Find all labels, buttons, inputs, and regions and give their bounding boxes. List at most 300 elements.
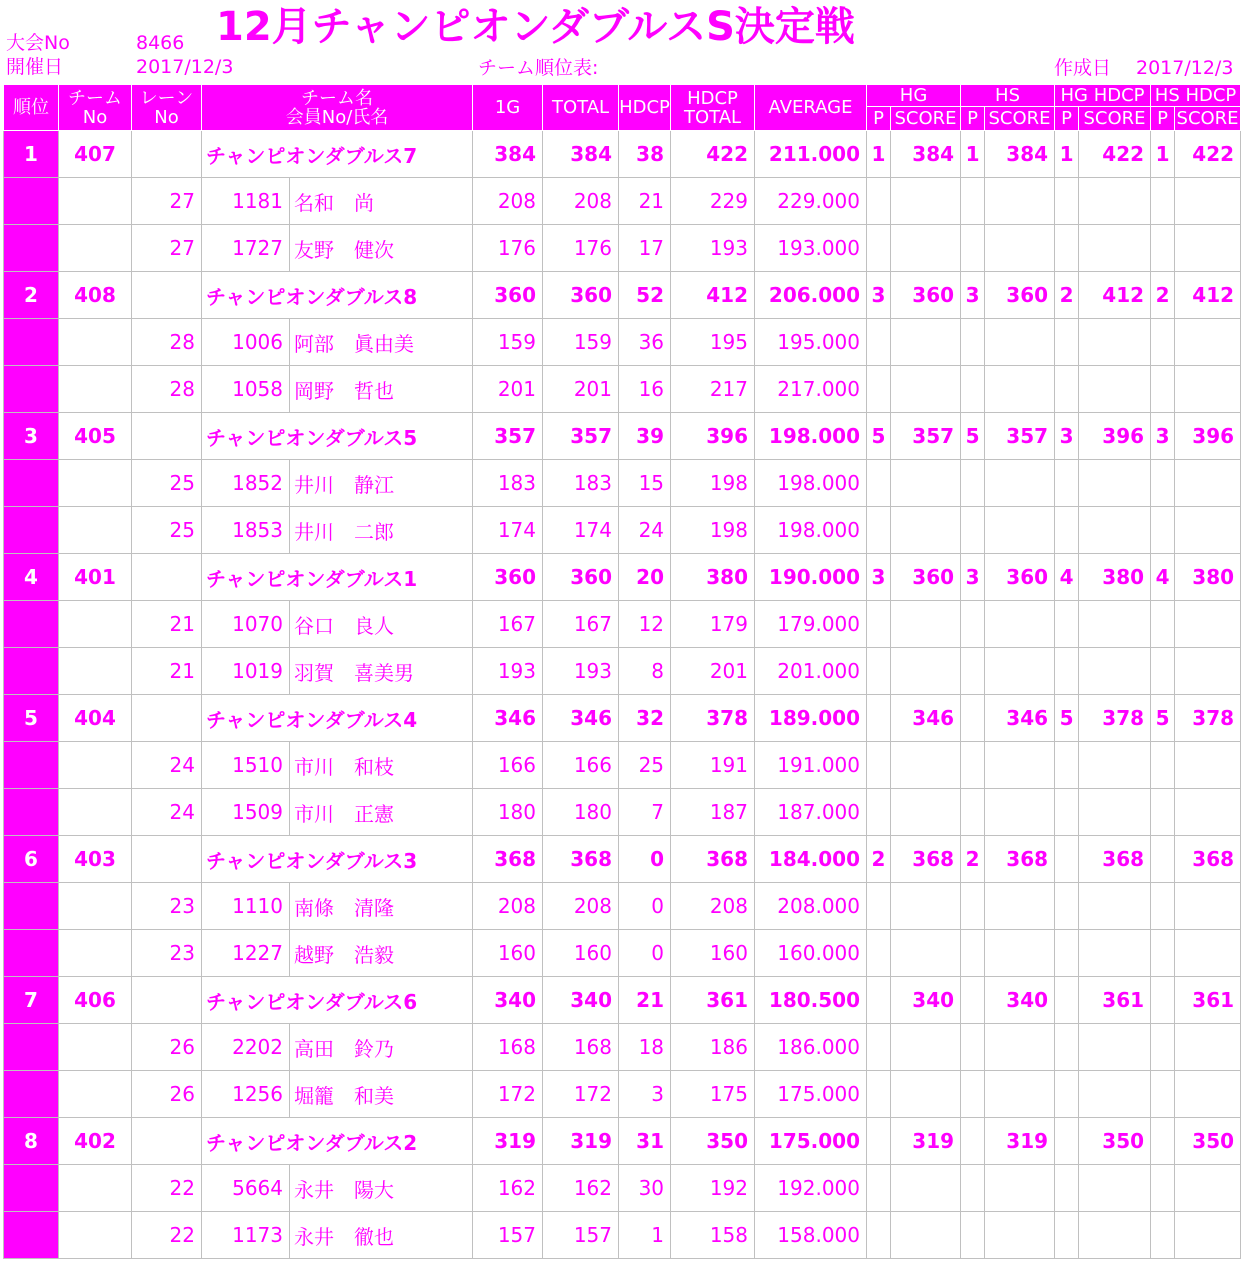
empty-cell [985,601,1055,648]
empty-cell [867,1212,891,1259]
team-no-cell [59,1212,132,1259]
team-no-cell: 405 [59,413,132,460]
empty-cell [1055,1071,1079,1118]
empty-cell [1175,1024,1241,1071]
col-hg-score: SCORE [891,107,961,131]
team-row [4,1118,1241,1165]
hdcp-cell: 20 [619,554,671,601]
total-cell: 208 [543,883,619,930]
hdcp-cell: 8 [619,648,671,695]
hgh-score-cell: 350 [1079,1118,1151,1165]
member-no-cell: 2202 [202,1024,290,1071]
hgh-p-cell: 4 [1055,554,1079,601]
g1-cell: 160 [473,930,543,977]
empty-cell [961,883,985,930]
hdcp-total-cell: 208 [671,883,755,930]
hgh-score-cell: 422 [1079,131,1151,178]
hsh-score-cell: 412 [1175,272,1241,319]
member-no-cell: 1110 [202,883,290,930]
empty-cell [1079,1165,1151,1212]
member-no-cell: 1853 [202,507,290,554]
hgh-p-cell: 2 [1055,272,1079,319]
total-cell: 357 [543,413,619,460]
empty-cell [1055,1212,1079,1259]
g1-cell: 174 [473,507,543,554]
member-row [4,742,1241,789]
team-no-cell: 402 [59,1118,132,1165]
empty-cell [1055,601,1079,648]
lane-cell [132,836,202,883]
team-name-cell: チャンピオンダブルス1 [202,554,473,601]
hdcp-cell: 52 [619,272,671,319]
average-cell: 180.500 [755,977,867,1024]
col-hdcp-total: HDCP TOTAL [671,85,755,131]
hdcp-total-cell: 422 [671,131,755,178]
hg-p-cell: 2 [867,836,891,883]
rank-cell: 7 [4,977,59,1024]
lane-cell: 22 [132,1212,202,1259]
empty-cell [961,648,985,695]
hdcp-total-cell: 368 [671,836,755,883]
hs-score-cell: 340 [985,977,1055,1024]
hgh-p-cell [1055,1118,1079,1165]
empty-cell [985,742,1055,789]
total-cell: 162 [543,1165,619,1212]
total-cell: 160 [543,930,619,977]
table-header [4,85,1241,131]
total-cell: 166 [543,742,619,789]
total-cell: 368 [543,836,619,883]
lane-cell [132,272,202,319]
member-name-cell: 南條 清隆 [290,883,473,930]
empty-cell [985,319,1055,366]
empty-cell [1175,1165,1241,1212]
empty-cell [1151,178,1175,225]
hs-score-cell: 360 [985,272,1055,319]
member-name-cell: 谷口 良人 [290,601,473,648]
hdcp-total-cell: 229 [671,178,755,225]
member-name-cell: 越野 浩毅 [290,930,473,977]
member-name-cell: 永井 徹也 [290,1212,473,1259]
hdcp-total-cell: 186 [671,1024,755,1071]
col-hg: HG [867,85,961,107]
empty-cell [985,1024,1055,1071]
g1-cell: 166 [473,742,543,789]
empty-cell [961,507,985,554]
col-lane-no: レーン No [132,85,202,131]
total-cell: 159 [543,319,619,366]
hdcp-cell: 16 [619,366,671,413]
hs-p-cell: 2 [961,836,985,883]
empty-cell [961,1165,985,1212]
lane-cell [132,554,202,601]
team-no-cell [59,366,132,413]
team-no-cell: 404 [59,695,132,742]
hg-p-cell [867,695,891,742]
hdcp-cell: 32 [619,695,671,742]
team-name-cell: チャンピオンダブルス5 [202,413,473,460]
empty-cell [867,1165,891,1212]
team-name-cell: チャンピオンダブルス8 [202,272,473,319]
average-cell: 206.000 [755,272,867,319]
team-no-cell [59,1165,132,1212]
hg-score-cell: 346 [891,695,961,742]
empty-cell [891,366,961,413]
member-name-cell: 井川 静江 [290,460,473,507]
col-hg-p: P [867,107,891,131]
empty-cell [867,883,891,930]
total-cell: 168 [543,1024,619,1071]
rank-cell: 3 [4,413,59,460]
col-hs-p: P [961,107,985,131]
empty-cell [1079,178,1151,225]
total-cell: 157 [543,1212,619,1259]
average-cell: 198.000 [755,460,867,507]
empty-cell [867,1024,891,1071]
hgh-p-cell [1055,836,1079,883]
total-cell: 167 [543,601,619,648]
empty-cell [1079,225,1151,272]
empty-cell [1079,883,1151,930]
col-hg-hdcp: HG HDCP [1055,85,1151,107]
lane-cell: 27 [132,225,202,272]
empty-cell [1175,1071,1241,1118]
team-name-cell: チャンピオンダブルス2 [202,1118,473,1165]
empty-cell [1055,507,1079,554]
team-row [4,695,1241,742]
hs-p-cell: 1 [961,131,985,178]
empty-cell [1175,319,1241,366]
hg-score-cell: 368 [891,836,961,883]
hsh-p-cell: 4 [1151,554,1175,601]
member-no-cell: 5664 [202,1165,290,1212]
hdcp-cell: 15 [619,460,671,507]
empty-cell [985,225,1055,272]
total-cell: 183 [543,460,619,507]
hdcp-cell: 31 [619,1118,671,1165]
hdcp-total-cell: 187 [671,789,755,836]
empty-cell [1055,178,1079,225]
team-row [4,131,1241,178]
rank-cell: 5 [4,695,59,742]
team-no-cell: 406 [59,977,132,1024]
empty-cell [961,789,985,836]
empty-cell [1079,1071,1151,1118]
empty-cell [961,366,985,413]
empty-cell [1079,1212,1151,1259]
average-cell: 201.000 [755,648,867,695]
event-date: 2017/12/3 [136,56,234,78]
empty-cell [1175,601,1241,648]
hsh-p-cell: 3 [1151,413,1175,460]
lane-cell: 23 [132,930,202,977]
g1-cell: 208 [473,178,543,225]
total-cell: 360 [543,554,619,601]
empty-cell [1175,648,1241,695]
hg-p-cell [867,977,891,1024]
empty-cell [891,930,961,977]
average-cell: 187.000 [755,789,867,836]
hdcp-total-cell: 396 [671,413,755,460]
empty-cell [867,1071,891,1118]
team-no-cell [59,930,132,977]
member-name-cell: 市川 和枝 [290,742,473,789]
hdcp-cell: 0 [619,883,671,930]
hs-score-cell: 384 [985,131,1055,178]
created-label: 作成日 [1054,57,1112,79]
total-cell: 193 [543,648,619,695]
total-cell: 172 [543,1071,619,1118]
tournament-no-label: 大会No [6,32,70,54]
col-hs-hdcp: HS HDCP [1151,85,1241,107]
total-cell: 176 [543,225,619,272]
member-name-cell: 堀籠 和美 [290,1071,473,1118]
team-row [4,272,1241,319]
g1-cell: 368 [473,836,543,883]
member-row [4,1165,1241,1212]
hdcp-cell: 0 [619,836,671,883]
hg-score-cell: 340 [891,977,961,1024]
member-no-cell: 1256 [202,1071,290,1118]
rank-cell [4,742,59,789]
empty-cell [1151,507,1175,554]
hg-score-cell: 319 [891,1118,961,1165]
team-name-cell: チャンピオンダブルス4 [202,695,473,742]
rank-cell [4,1024,59,1071]
g1-cell: 162 [473,1165,543,1212]
team-no-cell [59,460,132,507]
g1-cell: 193 [473,648,543,695]
team-no-cell [59,789,132,836]
team-name-cell: チャンピオンダブルス7 [202,131,473,178]
empty-cell [1151,1071,1175,1118]
rank-cell [4,648,59,695]
hdcp-cell: 7 [619,789,671,836]
empty-cell [985,1071,1055,1118]
member-no-cell: 1852 [202,460,290,507]
hsh-p-cell [1151,1118,1175,1165]
empty-cell [961,930,985,977]
team-no-cell: 403 [59,836,132,883]
empty-cell [867,366,891,413]
col-hsh-p: P [1151,107,1175,131]
empty-cell [891,319,961,366]
rank-cell [4,883,59,930]
empty-cell [1055,648,1079,695]
rank-cell [4,507,59,554]
standings-table [3,84,1241,1259]
empty-cell [985,789,1055,836]
hsh-score-cell: 422 [1175,131,1241,178]
hs-p-cell [961,1118,985,1165]
member-name-cell: 岡野 哲也 [290,366,473,413]
average-cell: 193.000 [755,225,867,272]
average-cell: 160.000 [755,930,867,977]
team-no-cell: 407 [59,131,132,178]
member-no-cell: 1058 [202,366,290,413]
empty-cell [1079,648,1151,695]
empty-cell [1175,460,1241,507]
lane-cell: 23 [132,883,202,930]
hdcp-cell: 12 [619,601,671,648]
col-total: TOTAL [543,85,619,131]
empty-cell [961,460,985,507]
empty-cell [891,601,961,648]
empty-cell [1055,319,1079,366]
total-cell: 201 [543,366,619,413]
g1-cell: 176 [473,225,543,272]
average-cell: 179.000 [755,601,867,648]
average-cell: 190.000 [755,554,867,601]
hsh-p-cell: 5 [1151,695,1175,742]
lane-cell: 24 [132,742,202,789]
empty-cell [1151,648,1175,695]
empty-cell [1151,883,1175,930]
hg-p-cell: 5 [867,413,891,460]
empty-cell [867,601,891,648]
col-team-no: チーム No [59,85,132,131]
average-cell: 198.000 [755,507,867,554]
hdcp-total-cell: 193 [671,225,755,272]
empty-cell [1079,930,1151,977]
g1-cell: 167 [473,601,543,648]
hdcp-total-cell: 158 [671,1212,755,1259]
hdcp-cell: 0 [619,930,671,977]
empty-cell [1175,225,1241,272]
lane-cell: 27 [132,178,202,225]
empty-cell [985,507,1055,554]
hgh-score-cell: 396 [1079,413,1151,460]
total-cell: 384 [543,131,619,178]
total-cell: 180 [543,789,619,836]
rank-cell [4,930,59,977]
hg-score-cell: 384 [891,131,961,178]
member-row [4,930,1241,977]
hs-score-cell: 360 [985,554,1055,601]
team-no-cell [59,601,132,648]
team-no-cell [59,883,132,930]
member-row [4,460,1241,507]
hs-score-cell: 346 [985,695,1055,742]
team-no-cell [59,225,132,272]
empty-cell [1079,507,1151,554]
hg-score-cell: 360 [891,272,961,319]
empty-cell [1151,1165,1175,1212]
hsh-score-cell: 380 [1175,554,1241,601]
empty-cell [1055,366,1079,413]
member-name-cell: 羽賀 喜美男 [290,648,473,695]
member-no-cell: 1510 [202,742,290,789]
empty-cell [891,742,961,789]
empty-cell [961,178,985,225]
team-no-cell [59,1024,132,1071]
hdcp-cell: 21 [619,178,671,225]
empty-cell [1175,507,1241,554]
member-row [4,1024,1241,1071]
empty-cell [867,319,891,366]
rank-cell [4,319,59,366]
empty-cell [1151,930,1175,977]
empty-cell [867,789,891,836]
member-row [4,366,1241,413]
hdcp-total-cell: 217 [671,366,755,413]
lane-cell [132,977,202,1024]
team-no-cell: 401 [59,554,132,601]
empty-cell [985,930,1055,977]
empty-cell [891,178,961,225]
member-no-cell: 1019 [202,648,290,695]
hdcp-cell: 21 [619,977,671,1024]
team-no-cell [59,648,132,695]
empty-cell [1151,1212,1175,1259]
empty-cell [1055,1024,1079,1071]
lane-cell: 28 [132,366,202,413]
empty-cell [1079,601,1151,648]
hdcp-total-cell: 198 [671,507,755,554]
lane-cell: 21 [132,601,202,648]
lane-cell: 25 [132,460,202,507]
g1-cell: 208 [473,883,543,930]
g1-cell: 319 [473,1118,543,1165]
member-row [4,601,1241,648]
member-no-cell: 1227 [202,930,290,977]
table-body [4,131,1241,1259]
empty-cell [867,507,891,554]
created-date: 2017/12/3 [1136,57,1234,79]
hsh-score-cell: 361 [1175,977,1241,1024]
hdcp-total-cell: 350 [671,1118,755,1165]
col-rank: 順位 [4,85,59,131]
rank-cell [4,601,59,648]
hdcp-cell: 18 [619,1024,671,1071]
col-name: チーム名 会員No/氏名 [202,85,473,131]
hsh-score-cell: 378 [1175,695,1241,742]
hdcp-cell: 38 [619,131,671,178]
hdcp-total-cell: 361 [671,977,755,1024]
member-row [4,1071,1241,1118]
member-no-cell: 1727 [202,225,290,272]
empty-cell [1055,742,1079,789]
empty-cell [985,460,1055,507]
col-hsh-score: SCORE [1176,108,1239,129]
empty-cell [867,460,891,507]
empty-cell [891,648,961,695]
hsh-score-cell: 350 [1175,1118,1241,1165]
hs-p-cell: 5 [961,413,985,460]
total-cell: 174 [543,507,619,554]
empty-cell [1151,366,1175,413]
empty-cell [1055,883,1079,930]
empty-cell [961,319,985,366]
hs-score-cell: 357 [985,413,1055,460]
lane-cell: 24 [132,789,202,836]
hg-p-cell: 1 [867,131,891,178]
team-no-cell [59,507,132,554]
hdcp-total-cell: 191 [671,742,755,789]
member-no-cell: 1509 [202,789,290,836]
member-row [4,507,1241,554]
total-cell: 340 [543,977,619,1024]
rank-cell: 2 [4,272,59,319]
rank-cell [4,460,59,507]
hgh-p-cell: 3 [1055,413,1079,460]
hs-score-cell: 319 [985,1118,1055,1165]
average-cell: 186.000 [755,1024,867,1071]
member-name-cell: 阿部 眞由美 [290,319,473,366]
hs-p-cell: 3 [961,272,985,319]
empty-cell [891,1165,961,1212]
average-cell: 229.000 [755,178,867,225]
